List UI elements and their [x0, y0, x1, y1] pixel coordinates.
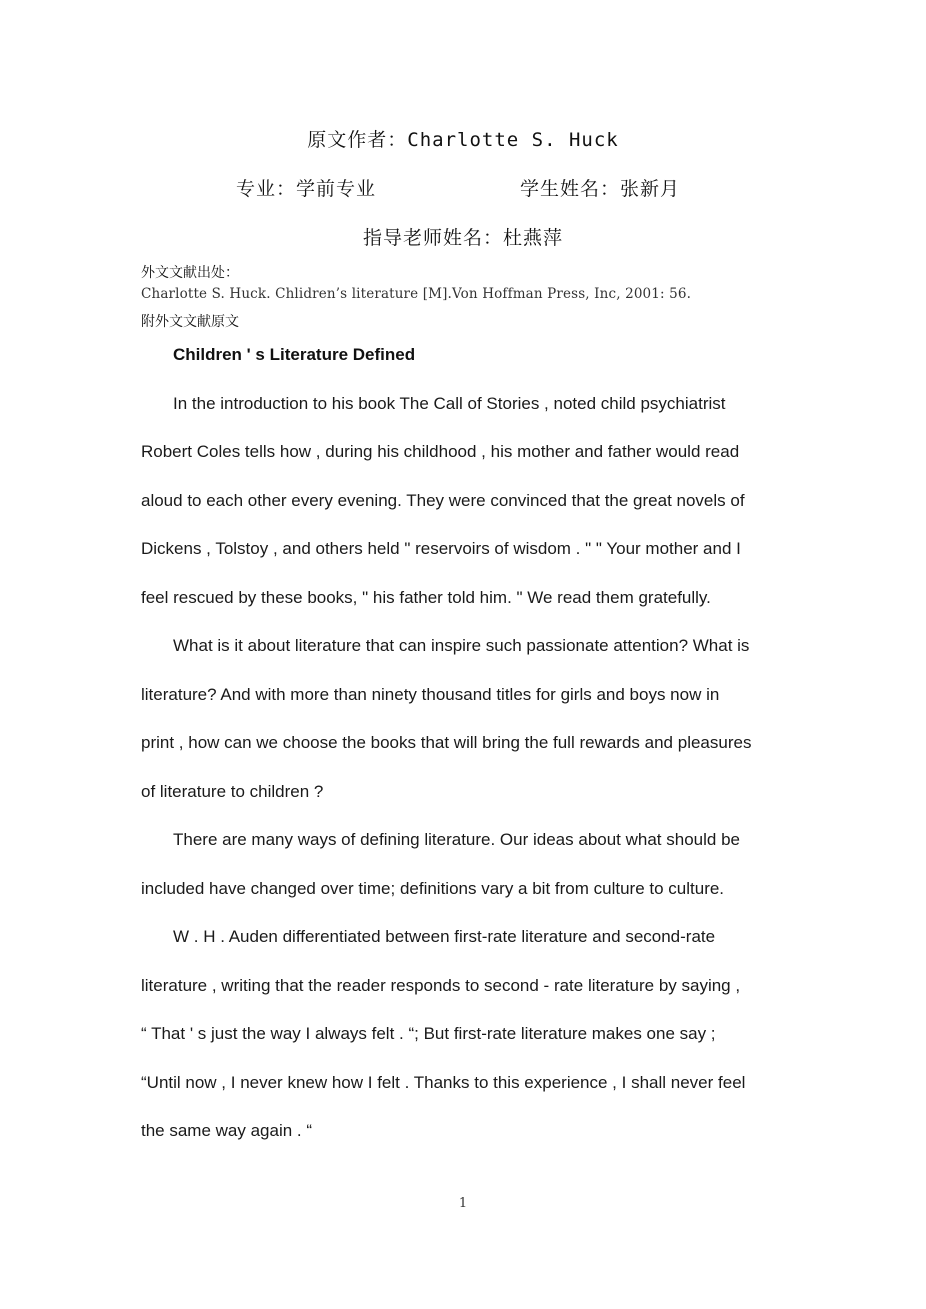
paragraph-line: What is it about literature that can inspire such passionate attention? What is — [173, 636, 750, 655]
paragraph-line: the same way again . “ — [141, 1121, 313, 1140]
student-name-line: 学生姓名：张新月 — [520, 178, 681, 200]
source-label: 外文文献出处： — [141, 265, 239, 281]
paragraph-line: There are many ways of defining literature. Our ideas about what should be — [173, 830, 740, 849]
paragraph-line: W . H . Auden differentiated between first-rate literature and second-rate — [173, 927, 716, 946]
paragraph-line: of literature to children ? — [141, 782, 324, 801]
citation: Charlotte S. Huck. Chlidren’s literature [M].Von Hoffman Press, Inc, 2001: 56. — [141, 286, 692, 302]
paragraph-line: In the introduction to his book The Call of Stories , noted child psychiatrist — [173, 394, 726, 413]
page-number: 1 — [458, 1196, 468, 1211]
paragraph-line: feel rescued by these books, " his father told him. " We read them gratefully. — [141, 588, 711, 607]
paragraph-line: Dickens , Tolstoy , and others held " reservoirs of wisdom . " " Your mother and I — [141, 539, 741, 558]
paragraph-line: print , how can we choose the books that will bring the full rewards and pleasures — [141, 733, 752, 752]
paragraph-line: literature , writing that the reader responds to second - rate literature by saying , — [141, 976, 741, 995]
paragraph-line: Robert Coles tells how , during his childhood , his mother and father would read — [141, 442, 740, 461]
paragraph-line: “Until now , I never knew how I felt . Thanks to this experience , I shall never feel — [141, 1073, 746, 1092]
major-line: 专业：学前专业 — [236, 178, 377, 200]
paragraph-line: “ That ' s just the way I always felt . “; But first-rate literature makes one say ; — [141, 1024, 716, 1043]
article-title: Children ' s Literature Defined — [173, 345, 416, 364]
paragraph-line: aloud to each other every evening. They were convinced that the great novels of — [141, 491, 745, 510]
paragraph-line: literature? And with more than ninety thousand titles for girls and boys now in — [141, 685, 720, 704]
advisor-line: 指导老师姓名：杜燕萍 — [362, 227, 563, 249]
author-line: 原文作者：Charlotte S. Huck — [307, 129, 619, 151]
original-text-label: 附外文文献原文 — [141, 314, 239, 330]
paragraph-line: included have changed over time; definitions vary a bit from culture to culture. — [141, 879, 725, 898]
